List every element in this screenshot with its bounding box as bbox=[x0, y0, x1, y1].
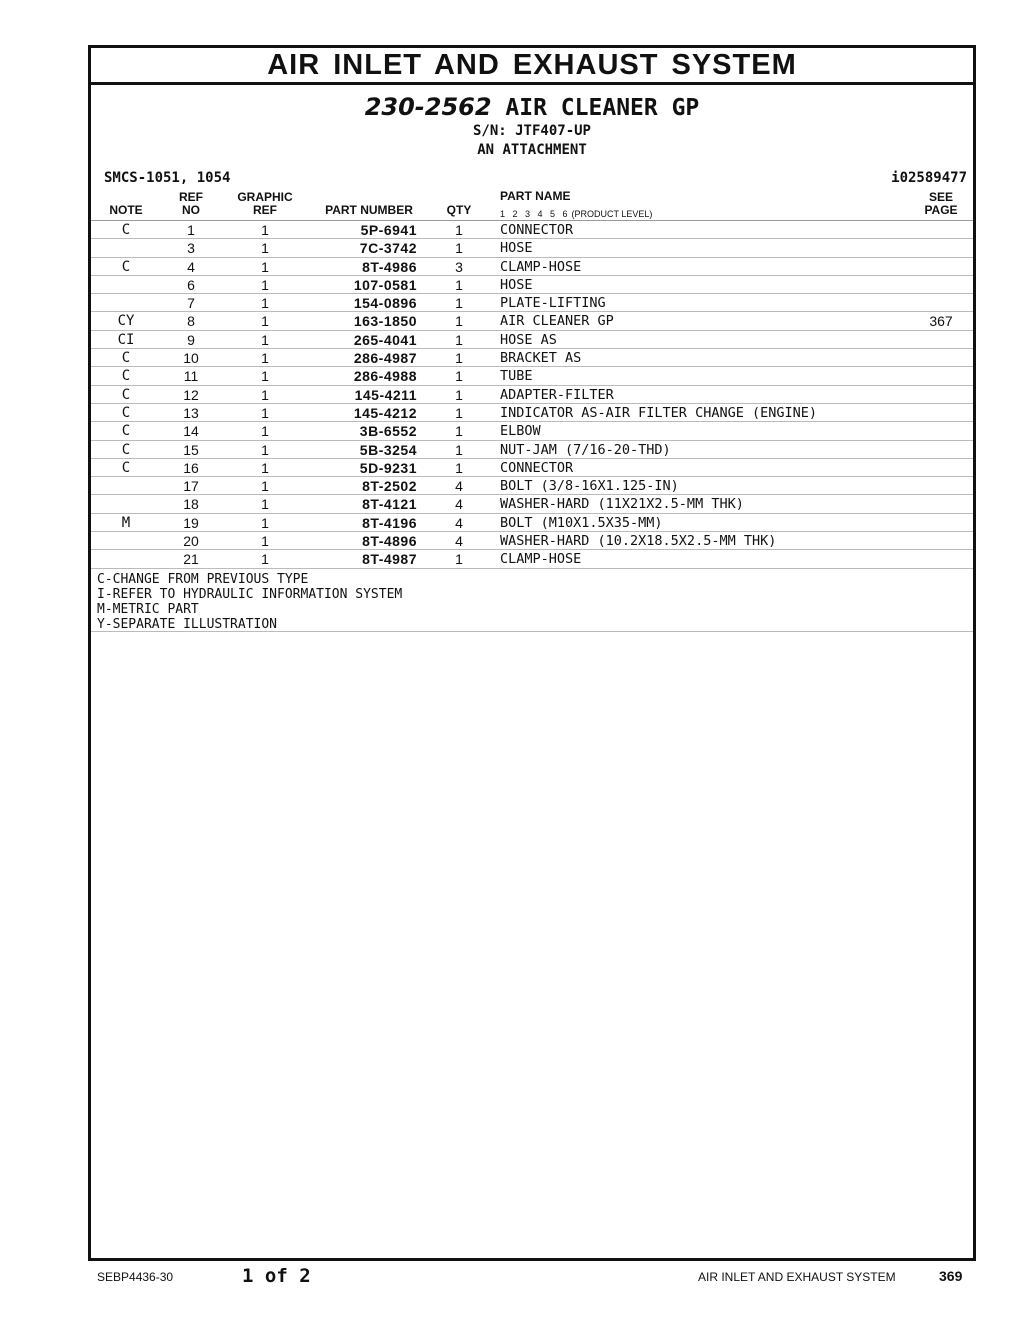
part-number: 8T-4896 bbox=[362, 533, 417, 550]
part-ref-no: 6 bbox=[187, 276, 195, 293]
legend-line: I-REFER TO HYDRAULIC INFORMATION SYSTEM bbox=[97, 586, 403, 602]
part-name: ELBOW bbox=[500, 423, 541, 440]
part-graphic-ref: 1 bbox=[261, 222, 269, 238]
part-name: NUT-JAM (7/16-20-THD) bbox=[500, 441, 671, 458]
part-number: 286-4988 bbox=[353, 368, 417, 385]
part-number: 5D-9231 bbox=[359, 459, 417, 476]
part-note: C bbox=[121, 386, 131, 403]
header-graphic-bottom: REF bbox=[253, 203, 277, 217]
part-note: C bbox=[121, 222, 131, 238]
table-row bbox=[91, 422, 973, 440]
part-ref-no: 13 bbox=[183, 404, 199, 421]
table-row bbox=[91, 331, 973, 349]
header-ref-top: REF bbox=[179, 190, 203, 204]
part-qty: 1 bbox=[455, 331, 463, 348]
group-number: 230-2562 bbox=[364, 93, 492, 121]
part-name: CLAMP-HOSE bbox=[500, 258, 582, 275]
header-part-number: PART NUMBER bbox=[325, 203, 413, 217]
part-note: C bbox=[121, 423, 131, 440]
part-ref-no: 20 bbox=[183, 533, 199, 550]
part-graphic-ref: 1 bbox=[261, 423, 269, 440]
part-name: CONNECTOR bbox=[500, 459, 574, 476]
table-row bbox=[91, 349, 973, 367]
part-ref-no: 9 bbox=[187, 331, 195, 348]
part-number: 286-4987 bbox=[353, 350, 417, 367]
footer-system: AIR INLET AND EXHAUST SYSTEM bbox=[698, 1270, 896, 1284]
attachment-label: AN ATTACHMENT bbox=[477, 142, 587, 158]
part-ref-no: 7 bbox=[187, 295, 195, 312]
part-name: ADAPTER-FILTER bbox=[500, 386, 614, 403]
part-ref-no: 8 bbox=[187, 313, 195, 330]
part-note: C bbox=[121, 441, 131, 458]
part-note: C bbox=[121, 350, 131, 367]
part-number: 8T-4987 bbox=[362, 551, 417, 568]
part-number: 163-1850 bbox=[353, 313, 417, 330]
part-graphic-ref: 1 bbox=[261, 350, 269, 367]
part-graphic-ref: 1 bbox=[261, 514, 269, 531]
part-note: C bbox=[121, 459, 131, 476]
part-ref-no: 15 bbox=[183, 441, 199, 458]
part-number: 107-0581 bbox=[353, 276, 417, 293]
part-note: CY bbox=[117, 313, 135, 330]
header-part-name: PART NAME bbox=[500, 189, 571, 203]
part-number: 5B-3254 bbox=[359, 441, 417, 458]
part-qty: 1 bbox=[455, 240, 463, 257]
part-number: 145-4211 bbox=[354, 386, 417, 403]
part-ref-no: 3 bbox=[187, 240, 195, 257]
part-qty: 1 bbox=[455, 368, 463, 385]
product-level-row bbox=[500, 208, 652, 221]
part-qty: 1 bbox=[455, 350, 463, 367]
header-note: NOTE bbox=[109, 203, 143, 217]
part-name: HOSE bbox=[500, 276, 533, 293]
table-row bbox=[91, 459, 973, 477]
part-graphic-ref: 1 bbox=[261, 459, 269, 476]
part-note: CI bbox=[117, 331, 135, 348]
part-name: INDICATOR AS-AIR FILTER CHANGE (ENGINE) bbox=[500, 404, 817, 421]
serial-range: S/N: JTF407-UP bbox=[472, 123, 591, 139]
part-ref-no: 1 bbox=[187, 222, 195, 238]
part-graphic-ref: 1 bbox=[261, 441, 269, 458]
part-qty: 1 bbox=[455, 423, 463, 440]
part-graphic-ref: 1 bbox=[261, 295, 269, 312]
table-row bbox=[91, 221, 973, 239]
part-name: PLATE-LIFTING bbox=[500, 295, 606, 312]
part-number: 145-4212 bbox=[353, 404, 417, 421]
parts-list bbox=[91, 221, 973, 569]
part-number: 7C-3742 bbox=[359, 240, 417, 257]
part-graphic-ref: 1 bbox=[261, 331, 269, 348]
part-graphic-ref: 1 bbox=[261, 276, 269, 293]
group-name: AIR CLEANER GP bbox=[505, 95, 700, 121]
part-qty: 4 bbox=[455, 496, 463, 513]
part-qty: 4 bbox=[455, 514, 463, 531]
part-number: 8T-2502 bbox=[362, 478, 417, 495]
part-name: AIR CLEANER GP bbox=[500, 313, 614, 330]
part-graphic-ref: 1 bbox=[261, 240, 269, 257]
part-number: 5P-6941 bbox=[360, 222, 417, 238]
part-graphic-ref: 1 bbox=[261, 386, 269, 403]
legend-line: Y-SEPARATE ILLUSTRATION bbox=[97, 616, 278, 632]
part-name: WASHER-HARD (11X21X2.5-MM THK) bbox=[500, 496, 744, 513]
notes-legend bbox=[91, 569, 973, 632]
table-row bbox=[91, 276, 973, 294]
table-row bbox=[91, 532, 973, 550]
part-graphic-ref: 1 bbox=[261, 313, 269, 330]
part-qty: 1 bbox=[455, 441, 463, 458]
page-title: AIR INLET AND EXHAUST SYSTEM bbox=[91, 48, 973, 85]
part-name: TUBE bbox=[500, 368, 533, 385]
part-ref-no: 19 bbox=[183, 514, 199, 531]
table-row bbox=[91, 367, 973, 385]
table-row bbox=[91, 239, 973, 257]
legend-line: C-CHANGE FROM PREVIOUS TYPE bbox=[97, 571, 309, 587]
part-number: 154-0896 bbox=[353, 295, 417, 312]
header-see-bottom: PAGE bbox=[924, 203, 958, 217]
legend-line: M-METRIC PART bbox=[97, 601, 199, 617]
part-ref-no: 14 bbox=[183, 423, 199, 440]
part-qty: 1 bbox=[455, 386, 463, 403]
table-row bbox=[91, 514, 973, 532]
footer-page-number: 369 bbox=[939, 1268, 963, 1284]
part-ref-no: 4 bbox=[187, 258, 195, 275]
part-note: M bbox=[121, 514, 131, 531]
table-row bbox=[91, 495, 973, 513]
part-qty: 4 bbox=[455, 478, 463, 495]
table-row bbox=[91, 312, 973, 330]
part-graphic-ref: 1 bbox=[261, 533, 269, 550]
header-qty: QTY bbox=[446, 203, 472, 217]
part-graphic-ref: 1 bbox=[261, 368, 269, 385]
header-graphic-top: GRAPHIC bbox=[237, 190, 293, 204]
part-graphic-ref: 1 bbox=[261, 496, 269, 513]
part-name: BOLT (M10X1.5X35-MM) bbox=[500, 514, 663, 531]
part-ref-no: 11 bbox=[183, 368, 199, 385]
part-note: C bbox=[121, 368, 131, 385]
product-level-label: (PRODUCT LEVEL) bbox=[571, 209, 653, 219]
part-graphic-ref: 1 bbox=[261, 258, 269, 275]
parts-page-frame bbox=[88, 45, 976, 1261]
part-qty: 1 bbox=[455, 313, 463, 330]
part-graphic-ref: 1 bbox=[261, 551, 269, 568]
header-see-top: SEE bbox=[928, 190, 953, 204]
part-qty: 1 bbox=[455, 551, 463, 568]
part-graphic-ref: 1 bbox=[261, 404, 269, 421]
part-name: HOSE bbox=[500, 240, 533, 257]
part-note: C bbox=[121, 404, 131, 421]
part-qty: 4 bbox=[455, 533, 463, 550]
table-row bbox=[91, 441, 973, 459]
part-number: 8T-4121 bbox=[362, 496, 417, 513]
part-ref-no: 17 bbox=[183, 478, 199, 495]
part-name: BOLT (3/8-16X1.125-IN) bbox=[500, 478, 679, 495]
part-qty: 1 bbox=[455, 276, 463, 293]
part-qty: 1 bbox=[455, 295, 463, 312]
part-see-page: 367 bbox=[929, 313, 953, 330]
column-headers bbox=[91, 190, 973, 221]
table-row bbox=[91, 386, 973, 404]
part-name: BRACKET AS bbox=[500, 350, 582, 367]
page-footer bbox=[0, 1265, 1020, 1288]
product-level-numbers: 1 2 3 4 5 6 bbox=[500, 209, 568, 219]
part-ref-no: 16 bbox=[183, 459, 199, 476]
part-ref-no: 18 bbox=[183, 496, 199, 513]
smcs-row bbox=[91, 168, 973, 190]
part-number: 8T-4196 bbox=[362, 514, 417, 531]
table-row bbox=[91, 477, 973, 495]
part-qty: 1 bbox=[455, 222, 463, 238]
part-qty: 3 bbox=[455, 258, 463, 275]
group-heading bbox=[91, 93, 973, 122]
table-row bbox=[91, 404, 973, 422]
part-number: 8T-4986 bbox=[362, 258, 417, 275]
part-ref-no: 12 bbox=[183, 386, 199, 403]
header-ref-bottom: NO bbox=[182, 203, 200, 217]
part-name: HOSE AS bbox=[500, 331, 557, 348]
part-name: CONNECTOR bbox=[500, 222, 574, 238]
smcs-code: SMCS-1051, 1054 bbox=[104, 170, 231, 186]
footer-page-of: 1 of 2 bbox=[242, 1265, 311, 1287]
part-name: WASHER-HARD (10.2X18.5X2.5-MM THK) bbox=[500, 533, 777, 550]
illustration-id: i02589477 bbox=[891, 170, 967, 186]
part-graphic-ref: 1 bbox=[261, 478, 269, 495]
part-name: CLAMP-HOSE bbox=[500, 551, 582, 568]
part-ref-no: 21 bbox=[183, 551, 199, 568]
part-note: C bbox=[121, 258, 131, 275]
part-number: 265-4041 bbox=[353, 331, 417, 348]
part-qty: 1 bbox=[455, 404, 463, 421]
table-row bbox=[91, 550, 973, 568]
table-row bbox=[91, 258, 973, 276]
footer-doc-number: SEBP4436-30 bbox=[97, 1270, 174, 1284]
part-number: 3B-6552 bbox=[359, 423, 417, 440]
table-row bbox=[91, 294, 973, 312]
part-qty: 1 bbox=[455, 459, 463, 476]
part-ref-no: 10 bbox=[183, 350, 199, 367]
